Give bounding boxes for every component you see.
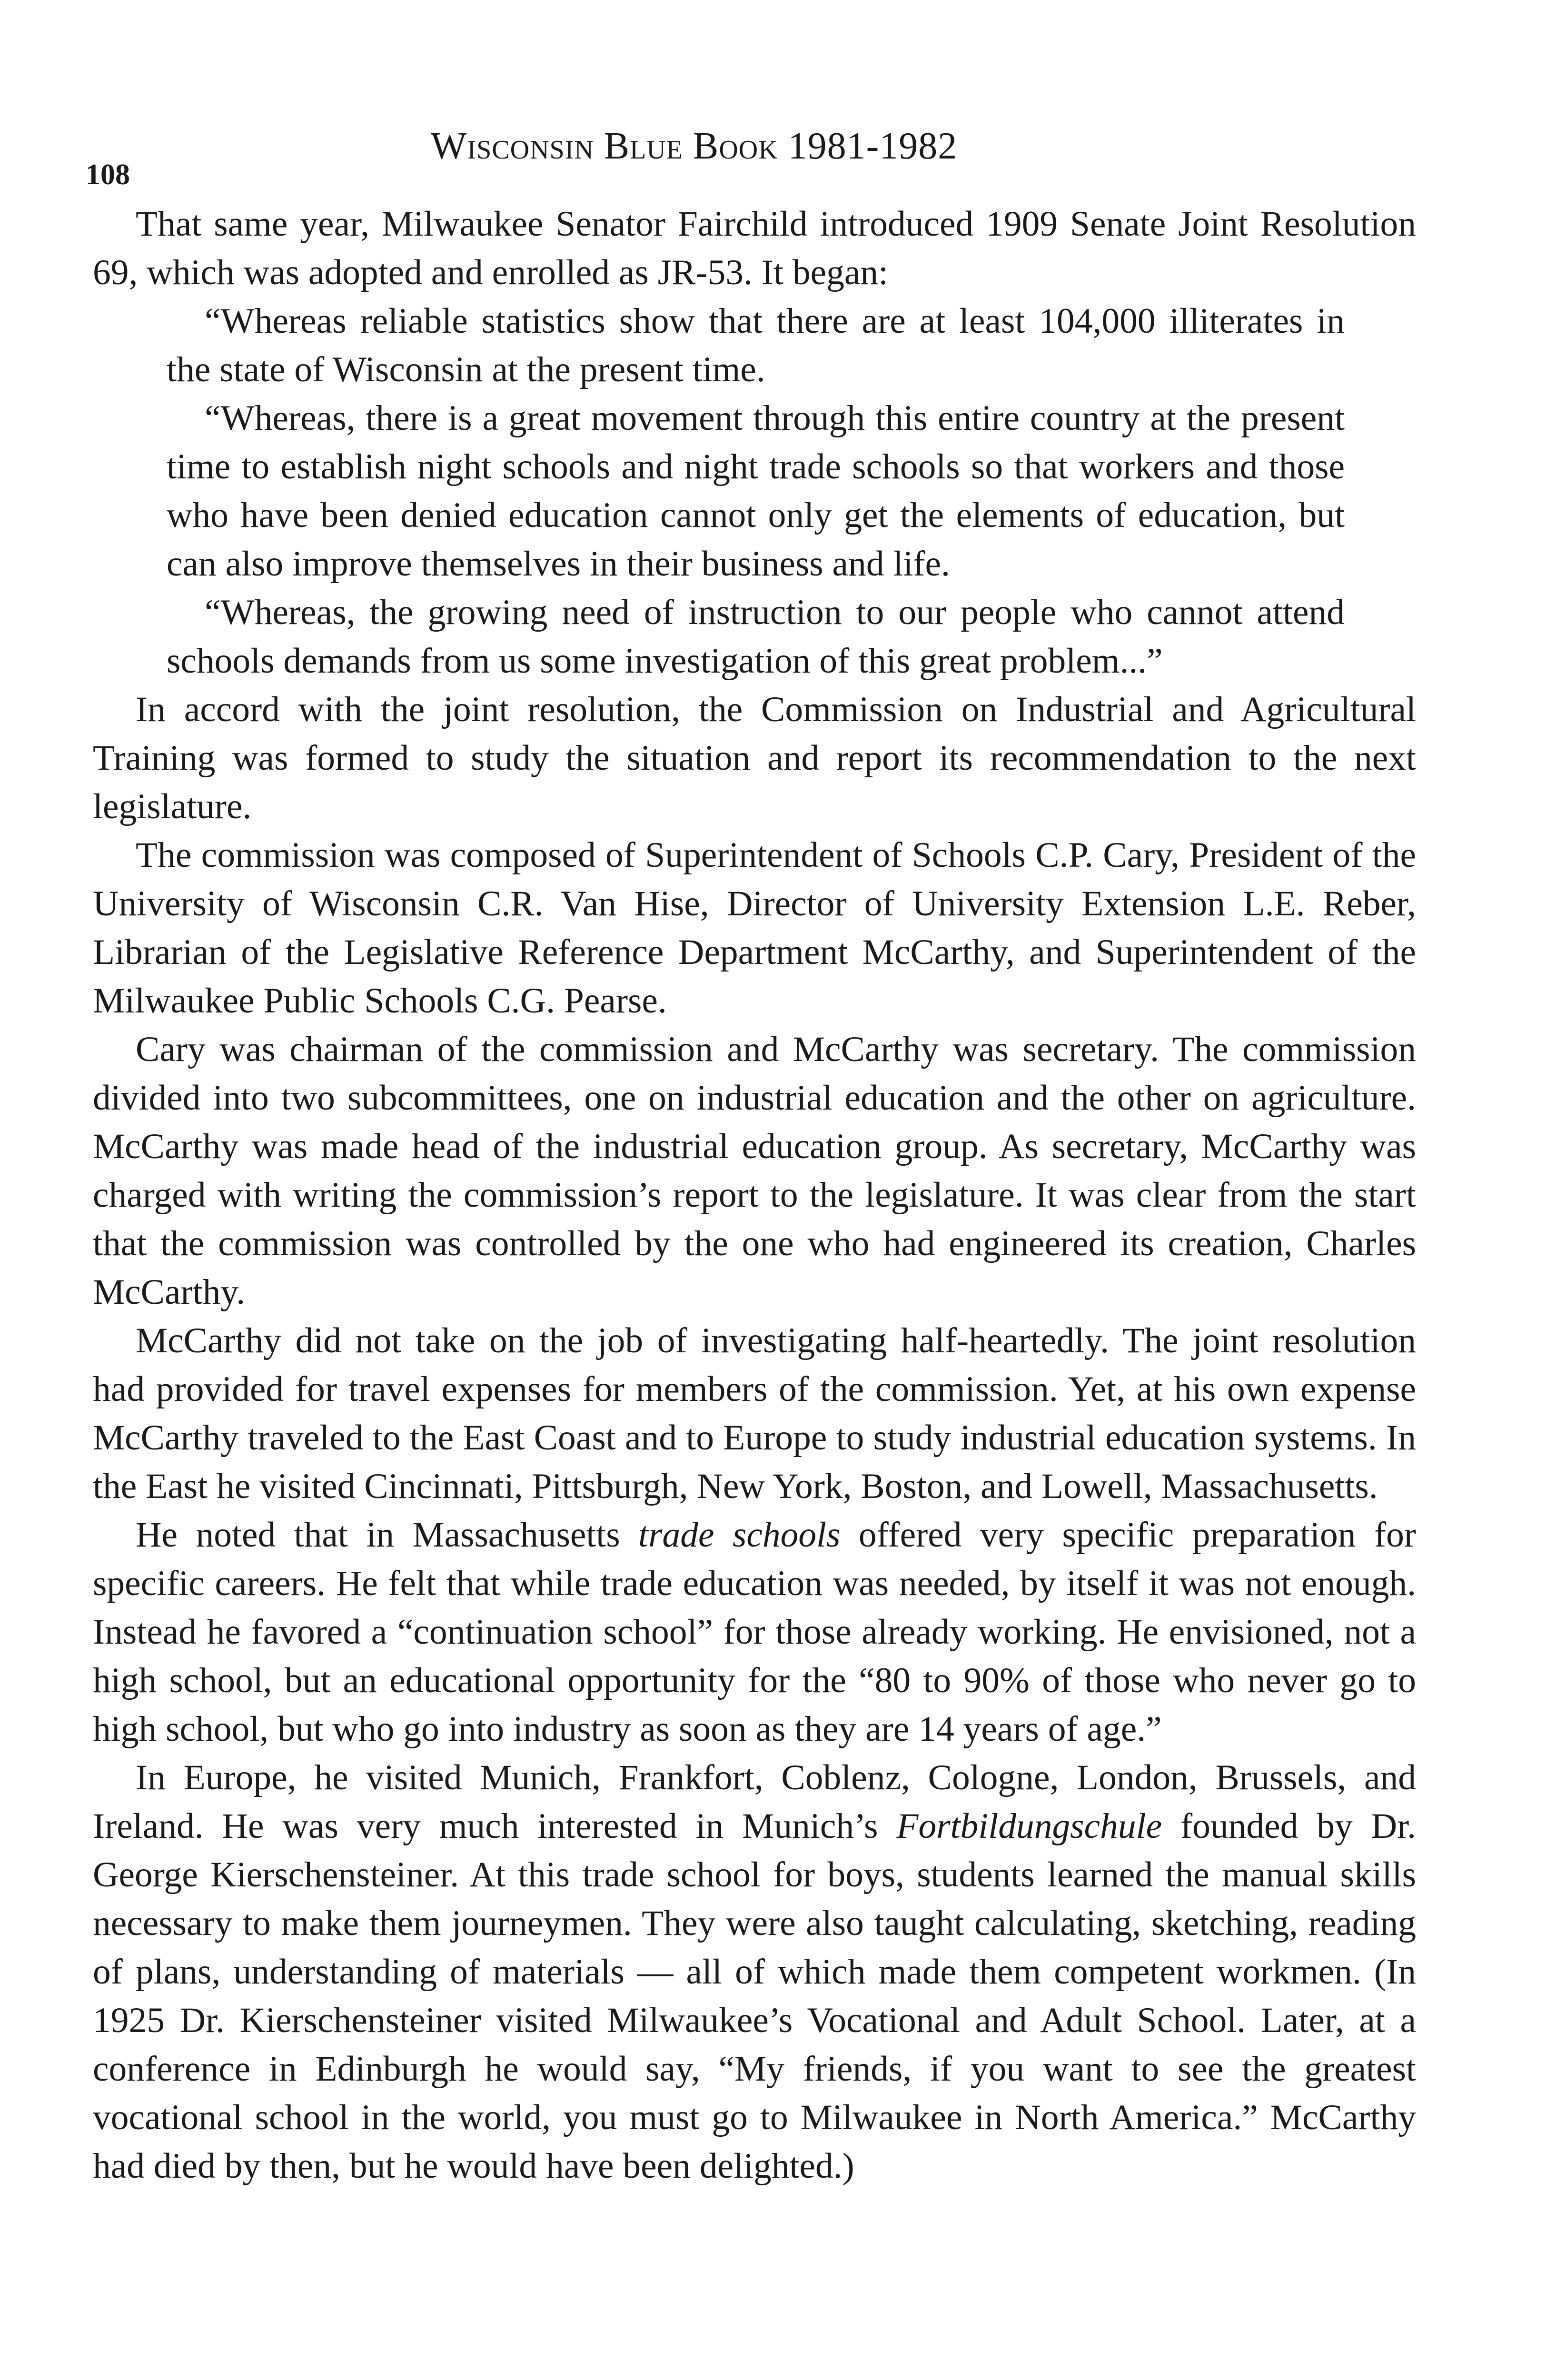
running-head: Wisconsin Blue Book 1981-1982 <box>431 125 958 167</box>
paragraph-massachusetts <box>93 1511 1416 1754</box>
quote-night-schools: “Whereas, there is a great movement through this entire country at the present time to establish night schools and night trade schools so that workers and those who have been denied education cannot only get the elements of education, but can also improve themselves in their business and life. <box>167 398 1345 584</box>
paragraph-travel: McCarthy did not take on the job of investigating half-heartedly. The joint resolution had provided for travel expenses for members of the commission. Yet, at his own expense McCarthy traveled to the East Coast and to Europe to study industrial education systems. In the East he visited Cincinnati, Pittsburgh, New York, Boston, and Lowell, Massachusetts. <box>93 1321 1416 1506</box>
resolution-quote <box>93 297 1416 685</box>
paragraph-europe <box>93 1754 1416 2191</box>
quote-illiterates: “Whereas reliable statistics show that there are at least 104,000 illiterates in the state of Wisconsin at the present time. <box>167 301 1345 389</box>
paragraph-commission-formed: In accord with the joint resolution, the Commission on Industrial and Agricultural Training was formed to study the situation and report its recommendation to the next legislature. <box>93 690 1416 826</box>
europe-text-start: In Europe, he visited Munich, Frankfort, Coblenz, Cologne, London, Brussels, and Ireland. He was very much interested in Munich’s <box>93 1758 1416 1846</box>
body-text <box>93 200 1416 2191</box>
fortbildungschule-term: Fortbildungschule <box>896 1806 1162 1846</box>
massachusetts-text-start: He noted that in Massachusetts <box>136 1515 639 1555</box>
page-header <box>86 125 1466 191</box>
europe-text-end: founded by Dr. George Kierschensteiner. At this trade school for boys, students learned the manual skills necessary to make them journeymen. They were also taught calculating, sketching, reading of plans, understanding of materials — all of which made them competent workmen. (In 1925 Dr. Kierschensteiner visited Milwaukee’s Vocational and Adult School. Later, at a conference in Edinburgh he would say, “My friends, if you want to see the greatest vocational school in the world, you must go to Milwaukee in North America.” McCarthy had died by then, but he would have been delighted.) <box>93 1806 1417 2186</box>
massachusetts-text-end: offered very specific preparation for specific careers. He felt that while trade education was needed, by itself it was not enough. Instead he favored a “continuation school” for those already working. He envisioned, not a high school, but an educational opportunity for the “80 to 90% of those who never go to high school, but who go into industry as soon as they are 14 years of age.” <box>93 1515 1417 1749</box>
paragraph-chairman-secretary: Cary was chairman of the commission and McCarthy was secretary. The commission divided into two subcommittees, one on industrial education and the other on agriculture. McCarthy was made head of the industrial education group. As secretary, McCarthy was charged with writing the commission’s report to the legislature. It was clear from the start that the commission was controlled by the one who had engineered its creation, Charles McCarthy. <box>93 1030 1416 1312</box>
quote-investigation: “Whereas, the growing need of instruction to our people who cannot attend schools demands from us some investigation of this great problem...” <box>167 593 1345 681</box>
paragraph-senate-resolution: That same year, Milwaukee Senator Fairchild introduced 1909 Senate Joint Resolution 69, which was adopted and enrolled as JR-53. It began: <box>93 204 1416 292</box>
paragraph-commission-members: The commission was composed of Superintendent of Schools C.P. Cary, President of the University of Wisconsin C.R. Van Hise, Director of University Extension L.E. Reber, Librarian of the Legislative Reference Department McCarthy, and Superintendent of the Milwaukee Public Schools C.G. Pearse. <box>93 835 1416 1021</box>
trade-schools-term: trade schools <box>638 1515 841 1555</box>
page-number: 108 <box>86 159 130 191</box>
